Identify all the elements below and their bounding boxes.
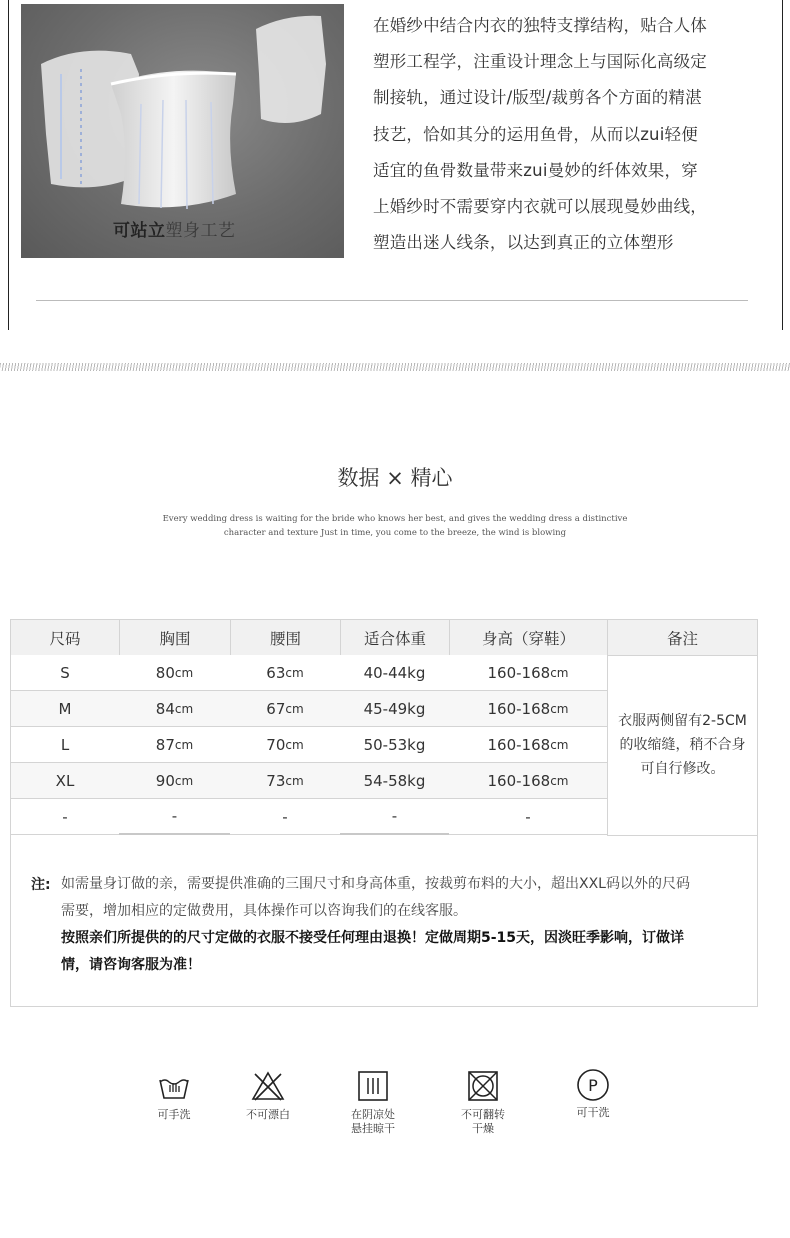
header-remark: 备注 [607,619,758,656]
note-line-2: 需要，增加相应的定做费用，具体操作可以咨询我们的在线客服。 [61,903,467,919]
cell-value: 40-44kg [363,663,426,682]
cell-value: XL [55,771,75,790]
cell-unit: cm [285,665,304,680]
header-waist: 腰围 [230,619,341,656]
cell-unit: cm [285,773,304,788]
table-cell-height [449,799,608,835]
care-label-line: 在阴凉处 [351,1108,395,1121]
cell-value: 45-49kg [363,699,426,718]
cell-unit: cm [174,737,194,752]
table-cell-height [449,655,608,691]
table-cell-waist [230,763,341,799]
table-cell-weight [340,799,450,835]
dry-clean-letter: P [588,1076,598,1095]
table-cell-bust [119,763,231,799]
cell-value: S [60,663,70,682]
care-label-line: 悬挂晾干 [351,1122,395,1135]
care-label: 可干洗 [576,1106,610,1119]
cell-value: 84 [155,699,175,718]
intro-line: 塑形工程学，注重设计理念上与国际化高级定 [373,52,707,72]
cell-value: 160-168 [487,699,551,718]
product-intro [373,8,758,261]
intro-line: 技艺，恰如其分的运用鱼骨，从而以zui轻便 [373,124,698,144]
care-label: 可手洗 [157,1108,191,1121]
table-cell-height [449,691,608,727]
subtitle-line-2: character and texture Just in time, you come to the breeze, the wind is blowing [223,528,567,538]
dry-clean-p-icon [576,1068,610,1102]
table-cell-weight [340,763,450,799]
cell-value: - [62,807,68,826]
care-shade-hang-dry [343,1070,403,1136]
cell-unit: cm [550,665,569,680]
subtitle-line-1: Every wedding dress is waiting for the bride who knows her best, and gives the wedding dress a distinctive [162,514,628,524]
photo-caption-rest: 塑身工艺 [165,221,236,241]
cell-unit: cm [285,737,304,752]
order-note-box [10,835,758,1007]
table-cell-waist [230,727,341,763]
size-table [10,619,758,836]
note-bold-line-1: 按照亲们所提供的的尺寸定做的衣服不接受任何理由退换！定做周期5-15天，因淡旺季影响，订做详 [61,930,685,946]
cell-unit: cm [550,773,569,788]
care-dry-clean [563,1068,623,1120]
remark-line: 的收缩缝，稍不合身 [619,737,746,753]
cell-value: - [525,807,531,826]
cell-value: L [60,735,70,754]
shade-hang-dry-icon [356,1070,390,1102]
note-bold-line-2: 情，请咨询客服为准！ [61,957,201,973]
cell-unit: cm [174,665,194,680]
remark-cell [607,655,758,836]
note-label: 注: [31,877,51,893]
care-label [343,1108,403,1136]
photo-caption [113,216,236,241]
table-cell-bust [119,799,231,835]
table-cell-bust [119,727,231,763]
care-label: 不可漂白 [246,1108,290,1121]
intro-line: 在婚纱中结合内衣的独特支撑结构，贴合人体 [373,16,707,35]
table-cell-height [449,727,608,763]
hand-wash-icon [157,1070,191,1102]
section-title: 数据 × 精心 [337,466,453,490]
care-hand-wash [144,1070,204,1122]
care-no-bleach [238,1070,298,1122]
remark-line: 可自行修改。 [640,761,725,777]
divider-line [36,300,748,301]
cell-value: 160-168 [487,771,551,790]
cell-value: M [58,699,72,718]
table-cell-bust [119,691,231,727]
photo-caption-bold: 可站立 [113,221,166,241]
cell-unit: cm [285,701,304,716]
note-line-1: 如需量身订做的亲，需要提供准确的三围尺寸和身高体重，按裁剪布料的大小，超出XXL码以外的尺码 [61,876,690,892]
cell-value: 73 [266,771,286,790]
corset-photo [21,4,344,258]
table-cell-waist [230,655,341,691]
frame-left-border [8,0,9,330]
care-no-tumble-dry [453,1070,513,1136]
cell-value: 67 [266,699,286,718]
cell-unit: cm [550,737,569,752]
intro-line: 塑造出迷人线条，以达到真正的立体塑形 [373,233,674,253]
cell-value: 80 [155,663,175,682]
header-weight: 适合体重 [340,619,450,656]
header-size: 尺码 [10,619,120,656]
dashed-separator [0,363,790,371]
care-label-line: 干燥 [472,1122,494,1135]
table-cell-waist [230,799,341,835]
cell-unit: cm [550,701,569,716]
cell-value: 70 [266,735,286,754]
cell-value: 90 [155,771,175,790]
table-cell-size [10,727,120,763]
intro-line: 制接轨，通过设计/版型/裁剪各个方面的精湛 [373,88,702,108]
intro-line: 上婚纱时不需要穿内衣就可以展现曼妙曲线， [373,197,707,217]
cell-value: 160-168 [487,663,551,682]
table-cell-weight [340,727,450,763]
table-cell-size [10,763,120,799]
cell-unit: cm [174,701,194,716]
cell-value: 50-53kg [363,735,426,754]
cell-value: 87 [155,735,175,754]
intro-line: 适宜的鱼骨数量带来zui曼妙的纤体效果，穿 [373,160,698,180]
table-cell-size [10,655,120,691]
table-cell-waist [230,691,341,727]
no-bleach-icon [251,1070,285,1102]
header-bust: 胸围 [119,619,231,656]
frame-right-border [782,0,783,330]
table-cell-bust [119,655,231,691]
header-height: 身高（穿鞋） [449,619,608,656]
cell-value: - [391,807,398,825]
no-tumble-dry-icon [466,1070,500,1102]
table-cell-height [449,763,608,799]
cell-value: - [282,807,288,826]
care-label [453,1108,513,1136]
remark-line: 衣服两侧留有2-5CM [618,713,747,729]
cell-value: 160-168 [487,735,551,754]
cell-value: 54-58kg [363,771,426,790]
cell-value: - [171,807,178,825]
section-subtitle [150,512,640,540]
table-cell-weight [340,691,450,727]
table-cell-size [10,799,120,835]
cell-value: 63 [266,663,286,682]
table-cell-weight [340,655,450,691]
care-label-line: 不可翻转 [461,1108,505,1121]
cell-unit: cm [174,773,194,788]
table-cell-size [10,691,120,727]
